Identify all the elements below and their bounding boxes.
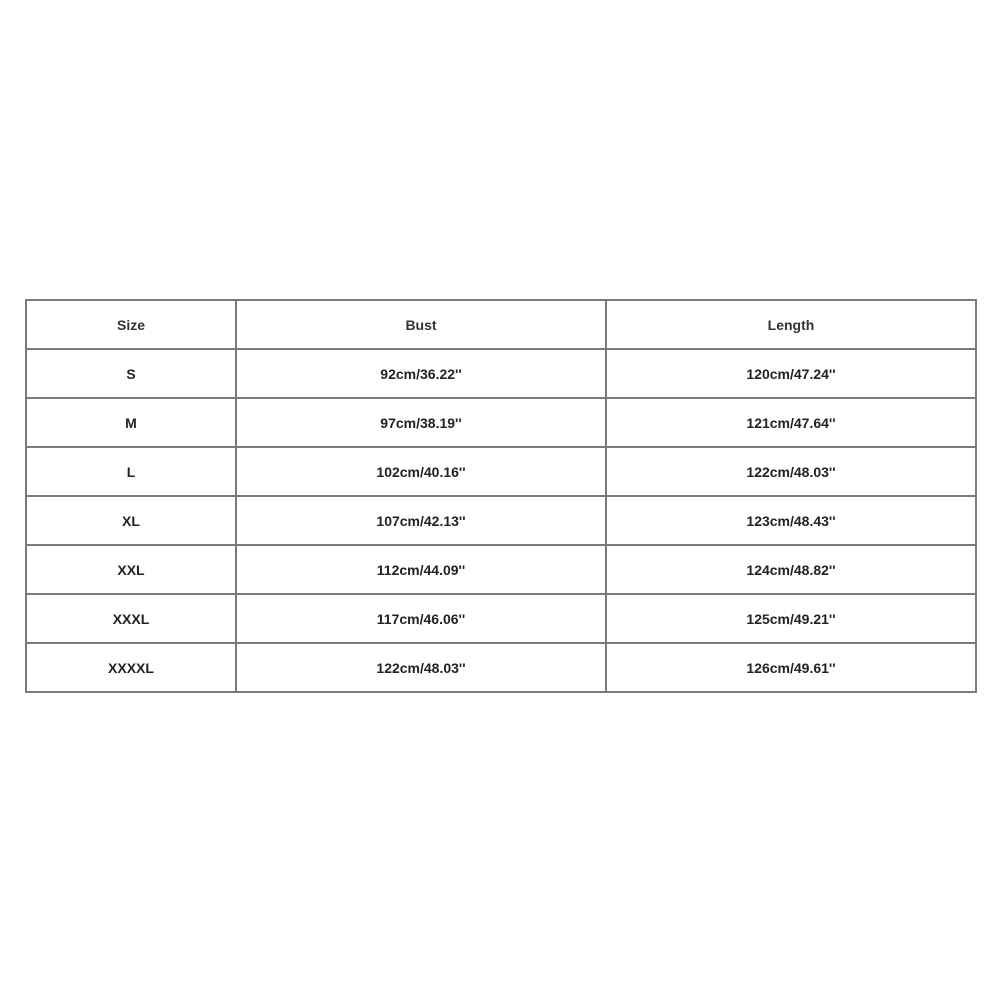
table-row (26, 643, 976, 692)
cell-size: M (26, 398, 236, 447)
cell-bust: 102cm/40.16'' (236, 447, 606, 496)
cell-bust: 117cm/46.06'' (236, 594, 606, 643)
cell-bust: 92cm/36.22'' (236, 349, 606, 398)
table-row (26, 398, 976, 447)
size-chart-table (25, 299, 977, 693)
cell-length: 120cm/47.24'' (606, 349, 976, 398)
cell-length: 121cm/47.64'' (606, 398, 976, 447)
cell-size: XXL (26, 545, 236, 594)
header-bust: Bust (236, 300, 606, 349)
cell-length: 124cm/48.82'' (606, 545, 976, 594)
cell-length: 126cm/49.61'' (606, 643, 976, 692)
cell-bust: 97cm/38.19'' (236, 398, 606, 447)
cell-bust: 112cm/44.09'' (236, 545, 606, 594)
cell-size: S (26, 349, 236, 398)
table-row (26, 447, 976, 496)
table-row (26, 594, 976, 643)
table-row (26, 496, 976, 545)
table-header-row (26, 300, 976, 349)
cell-size: XXXL (26, 594, 236, 643)
cell-bust: 107cm/42.13'' (236, 496, 606, 545)
table-row (26, 545, 976, 594)
cell-length: 125cm/49.21'' (606, 594, 976, 643)
header-length: Length (606, 300, 976, 349)
cell-length: 122cm/48.03'' (606, 447, 976, 496)
table-row (26, 349, 976, 398)
cell-bust: 122cm/48.03'' (236, 643, 606, 692)
header-size: Size (26, 300, 236, 349)
cell-size: XXXXL (26, 643, 236, 692)
cell-length: 123cm/48.43'' (606, 496, 976, 545)
table-body (26, 300, 976, 692)
cell-size: XL (26, 496, 236, 545)
cell-size: L (26, 447, 236, 496)
